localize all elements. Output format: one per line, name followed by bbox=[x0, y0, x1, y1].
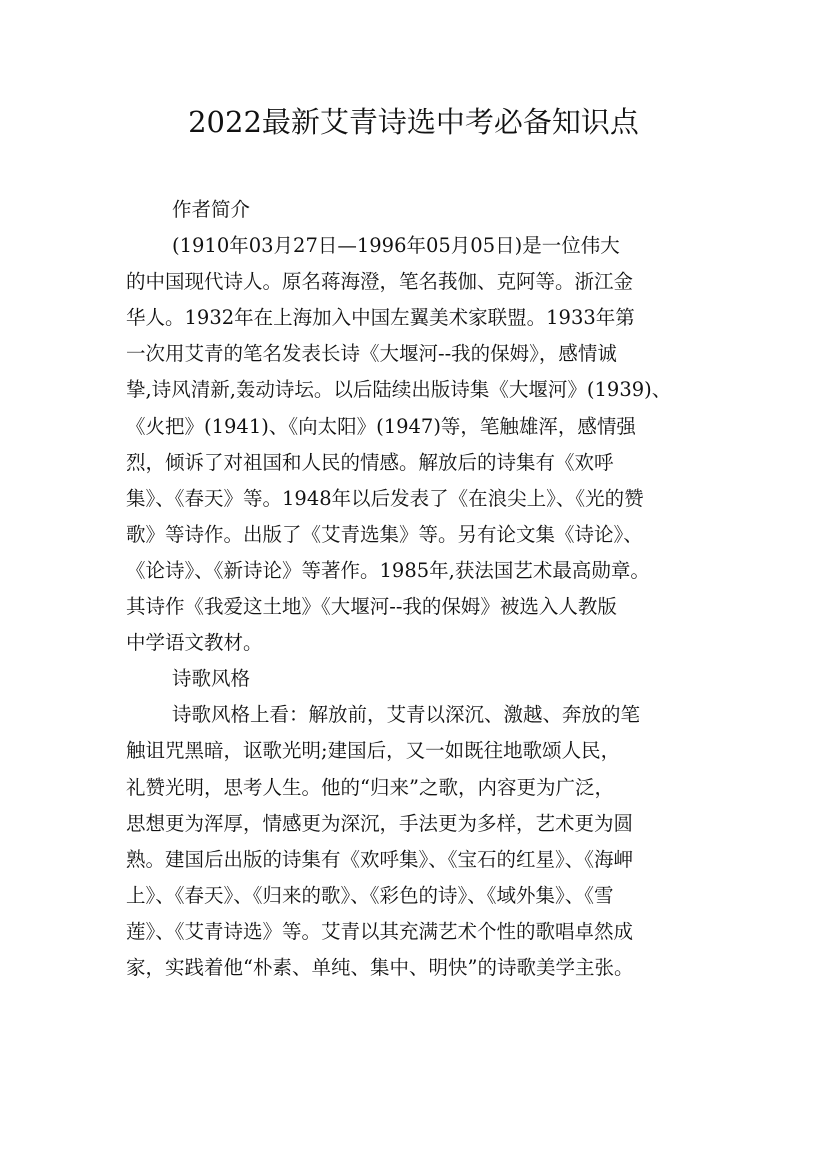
paragraph-line: 熟。建国后出版的诗集有《欢呼集》、《宝石的红星》、《海岬 bbox=[126, 847, 634, 871]
paragraph-line: 的中国现代诗人。原名蒋海澄，笔名莪伽、克阿等。浙江金 bbox=[126, 270, 634, 294]
paragraph-line: 歌》等诗作。出版了《艾青选集》等。另有论文集《诗论》、 bbox=[126, 522, 643, 546]
paragraph-line: 《论诗》、《新诗论》等著作。1985年,获法国艺术最高勋章。 bbox=[126, 558, 650, 582]
document-title: 2022最新艾青诗选中考必备知识点 bbox=[188, 105, 639, 139]
paragraph-line: 诗歌风格上看：解放前，艾青以深沉、激越、奔放的笔 bbox=[172, 703, 641, 727]
paragraph-line: 莲》、《艾青诗选》等。艾青以其充满艺术个性的歌唱卓然成 bbox=[126, 919, 634, 943]
paragraph-line: 《火把》(1941)、《向太阳》(1947)等，笔触雄浑，感情强 bbox=[126, 414, 636, 438]
paragraph-line: 思想更为浑厚，情感更为深沉，手法更为多样，艺术更为圆 bbox=[126, 811, 634, 835]
paragraph-line: 集》、《春天》等。1948年以后发表了《在浪尖上》、《光的赞 bbox=[126, 486, 644, 510]
paragraph-line: 一次用艾青的笔名发表长诗《大堰河--我的保姆》，感情诚 bbox=[126, 342, 617, 366]
paragraph-line: 家，实践着他“朴素、单纯、集中、明快”的诗歌美学主张。 bbox=[126, 955, 634, 979]
document-body bbox=[126, 192, 726, 986]
paragraph-line: 中学语文教材。 bbox=[126, 631, 263, 655]
paragraph-line: 其诗作《我爱这土地》《大堰河--我的保姆》被选入人教版 bbox=[126, 595, 617, 619]
paragraph-line: 烈，倾诉了对祖国和人民的情感。解放后的诗集有《欢呼 bbox=[126, 450, 614, 474]
paragraph-line: (1910年03月27日—1996年05月05日)是一位伟大 bbox=[172, 234, 620, 258]
section-heading-poetry-style: 诗歌风格 bbox=[172, 667, 251, 691]
paragraph-line: 上》、《春天》、《归来的歌》、《彩色的诗》、《域外集》、《雪 bbox=[126, 883, 614, 907]
paragraph-line: 挚,诗风清新,轰动诗坛。以后陆续出版诗集《大堰河》(1939)、 bbox=[126, 378, 672, 402]
paragraph-line: 礼赞光明，思考人生。他的“归来”之歌，内容更为广泛， bbox=[126, 775, 614, 799]
paragraph-line: 华人。1932年在上海加入中国左翼美术家联盟。1933年第 bbox=[126, 306, 635, 330]
section-heading-author-intro: 作者简介 bbox=[172, 198, 251, 221]
paragraph-line: 触诅咒黑暗，讴歌光明;建国后，又一如既往地歌颂人民， bbox=[126, 739, 621, 763]
